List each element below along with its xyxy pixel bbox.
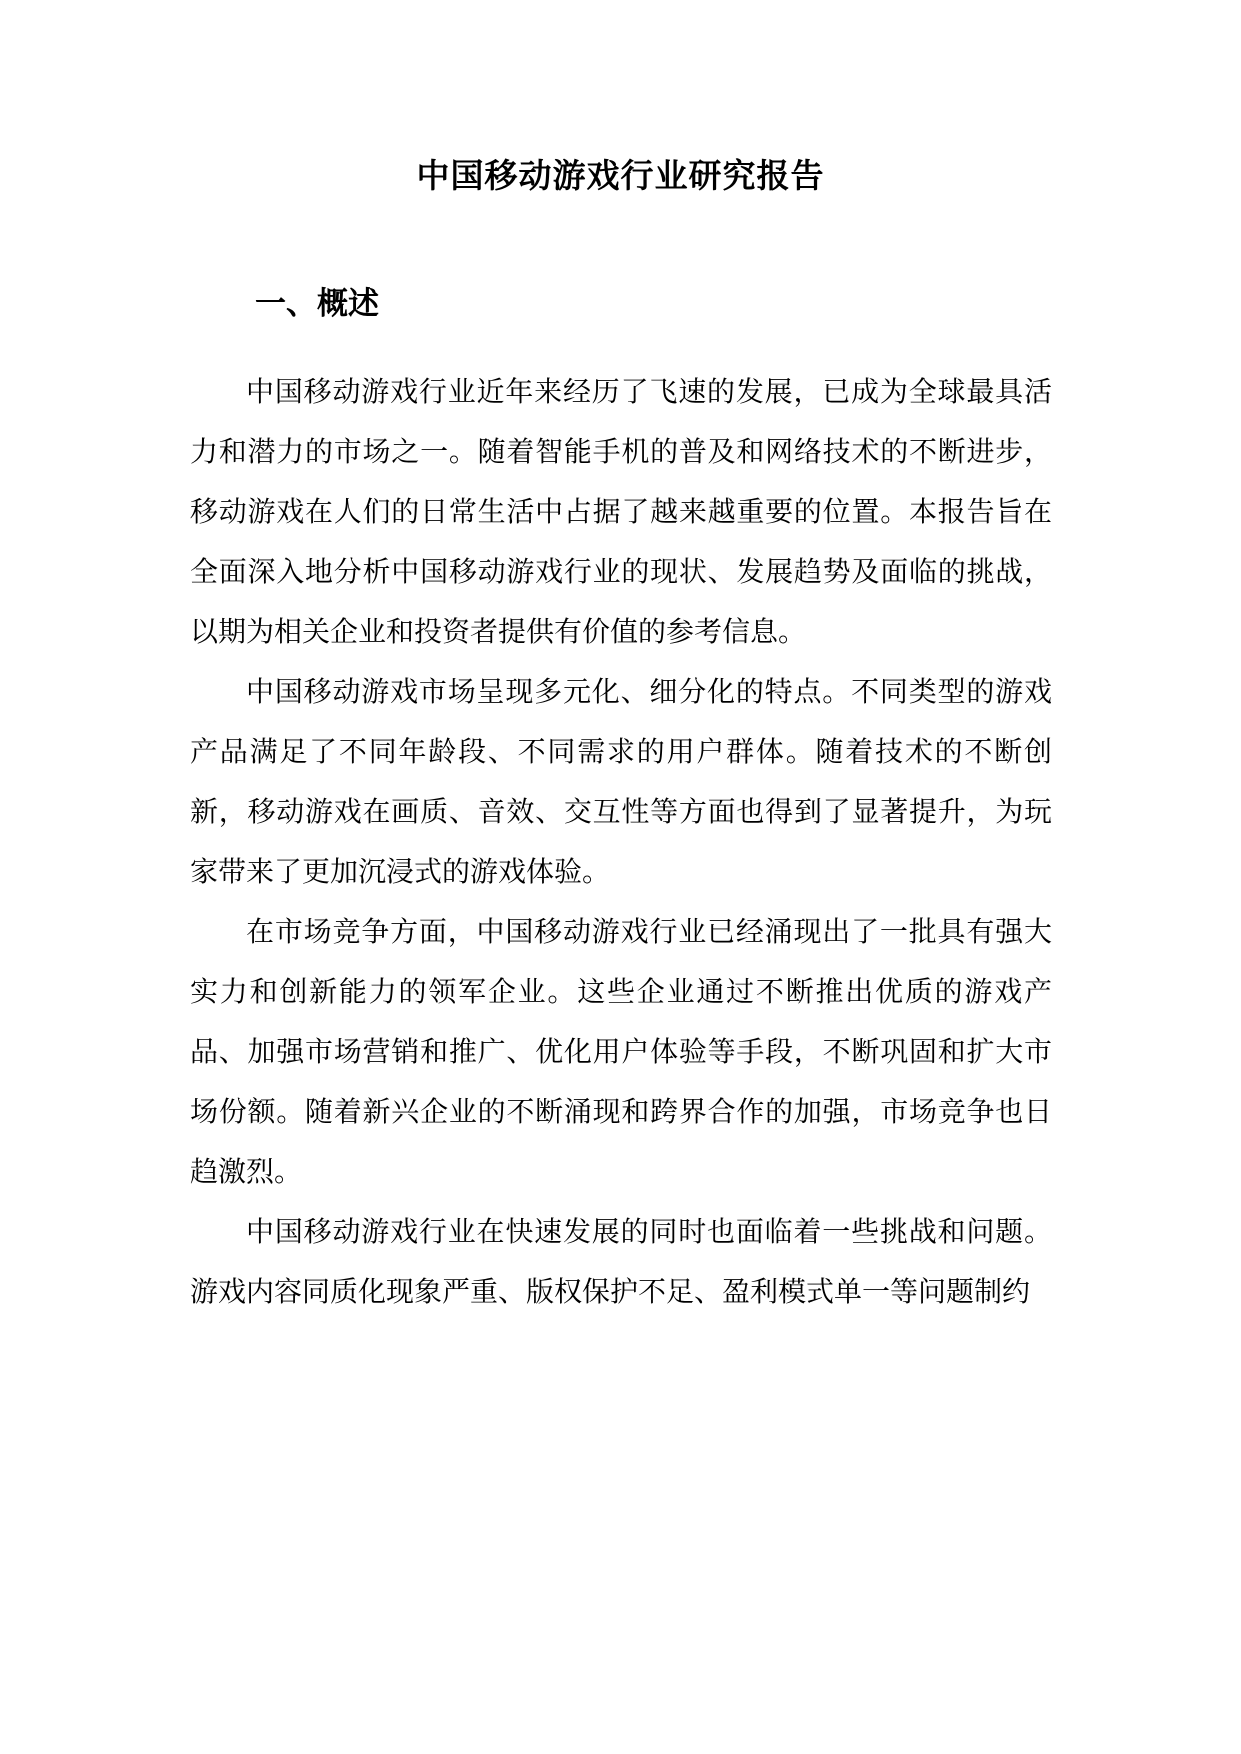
- paragraph: 在市场竞争方面，中国移动游戏行业已经涌现出了一批具有强大实力和创新能力的领军企业。这些企业通过不断推出优质的游戏产品、加强市场营销和推广、优化用户体验等手段，不断巩固和扩大市场份额。随着新兴企业的不断涌现和跨界合作的加强，市场竞争也日趋激烈。: [190, 915, 1052, 1188]
- paragraph: 中国移动游戏市场呈现多元化、细分化的特点。不同类型的游戏产品满足了不同年龄段、不同需求的用户群体。随着技术的不断创新，移动游戏在画质、音效、交互性等方面也得到了显著提升，为玩家带来了更加沉浸式的游戏体验。: [190, 675, 1052, 888]
- section-body: [190, 362, 1052, 1322]
- paragraph: 中国移动游戏行业在快速发展的同时也面临着一些挑战和问题。游戏内容同质化现象严重、版权保护不足、盈利模式单一等问题制约: [190, 1215, 1052, 1308]
- section-heading-overview: 一、概述: [255, 286, 379, 322]
- paragraph: 中国移动游戏行业近年来经历了飞速的发展，已成为全球最具活力和潜力的市场之一。随着智能手机的普及和网络技术的不断进步，移动游戏在人们的日常生活中占据了越来越重要的位置。本报告旨在全面深入地分析中国移动游戏行业的现状、发展趋势及面临的挑战，以期为相关企业和投资者提供有价值的参考信息。: [190, 375, 1052, 648]
- document-title: 中国移动游戏行业研究报告: [416, 156, 825, 195]
